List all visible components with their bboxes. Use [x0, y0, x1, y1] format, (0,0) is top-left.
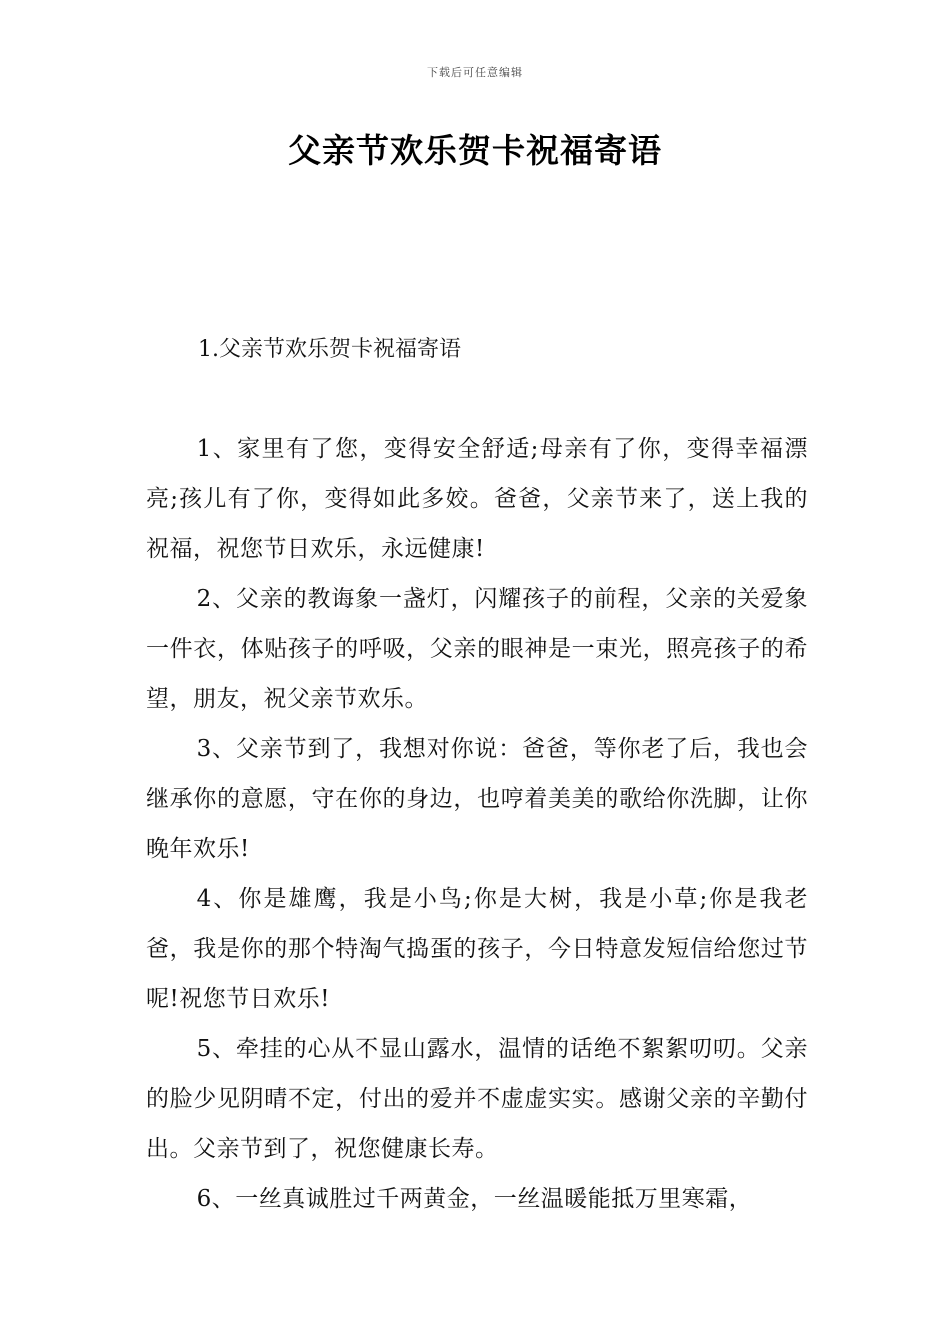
document-title: 父亲节欢乐贺卡祝福寄语: [288, 131, 662, 170]
paragraph-1: 1、家里有了您，变得安全舒适;母亲有了你，变得幸福漂亮;孩儿有了你，变得如此多姣。爸爸，父亲节来了，送上我的祝福，祝您节日欢乐，永远健康!: [146, 436, 808, 562]
document-body: [146, 424, 808, 1224]
paragraph-3: 3、父亲节到了，我想对你说：爸爸，等你老了后，我也会继承你的意愿，守在你的身边，也哼着美美的歌给你洗脚，让你晚年欢乐!: [146, 736, 808, 862]
paragraph-5: 5、牵挂的心从不显山露水，温情的话绝不絮絮叨叨。父亲的脸少见阴晴不定，付出的爱并不虚虚实实。感谢父亲的辛勤付出。父亲节到了，祝您健康长寿。: [146, 1036, 808, 1162]
section-heading: 1.父亲节欢乐贺卡祝福寄语: [198, 337, 461, 362]
header-note: 下载后可任意编辑: [427, 66, 523, 79]
paragraph-6: 6、一丝真诚胜过千两黄金，一丝温暖能抵万里寒霜，: [196, 1186, 753, 1212]
paragraph-2: 2、父亲的教诲象一盏灯，闪耀孩子的前程，父亲的关爱象一件衣，体贴孩子的呼吸，父亲的眼神是一束光，照亮孩子的希望，朋友，祝父亲节欢乐。: [146, 586, 808, 712]
paragraph-4: 4、你是雄鹰，我是小鸟;你是大树，我是小草;你是我老爸，我是你的那个特淘气捣蛋的孩子，今日特意发短信给您过节呢!祝您节日欢乐!: [146, 886, 808, 1012]
